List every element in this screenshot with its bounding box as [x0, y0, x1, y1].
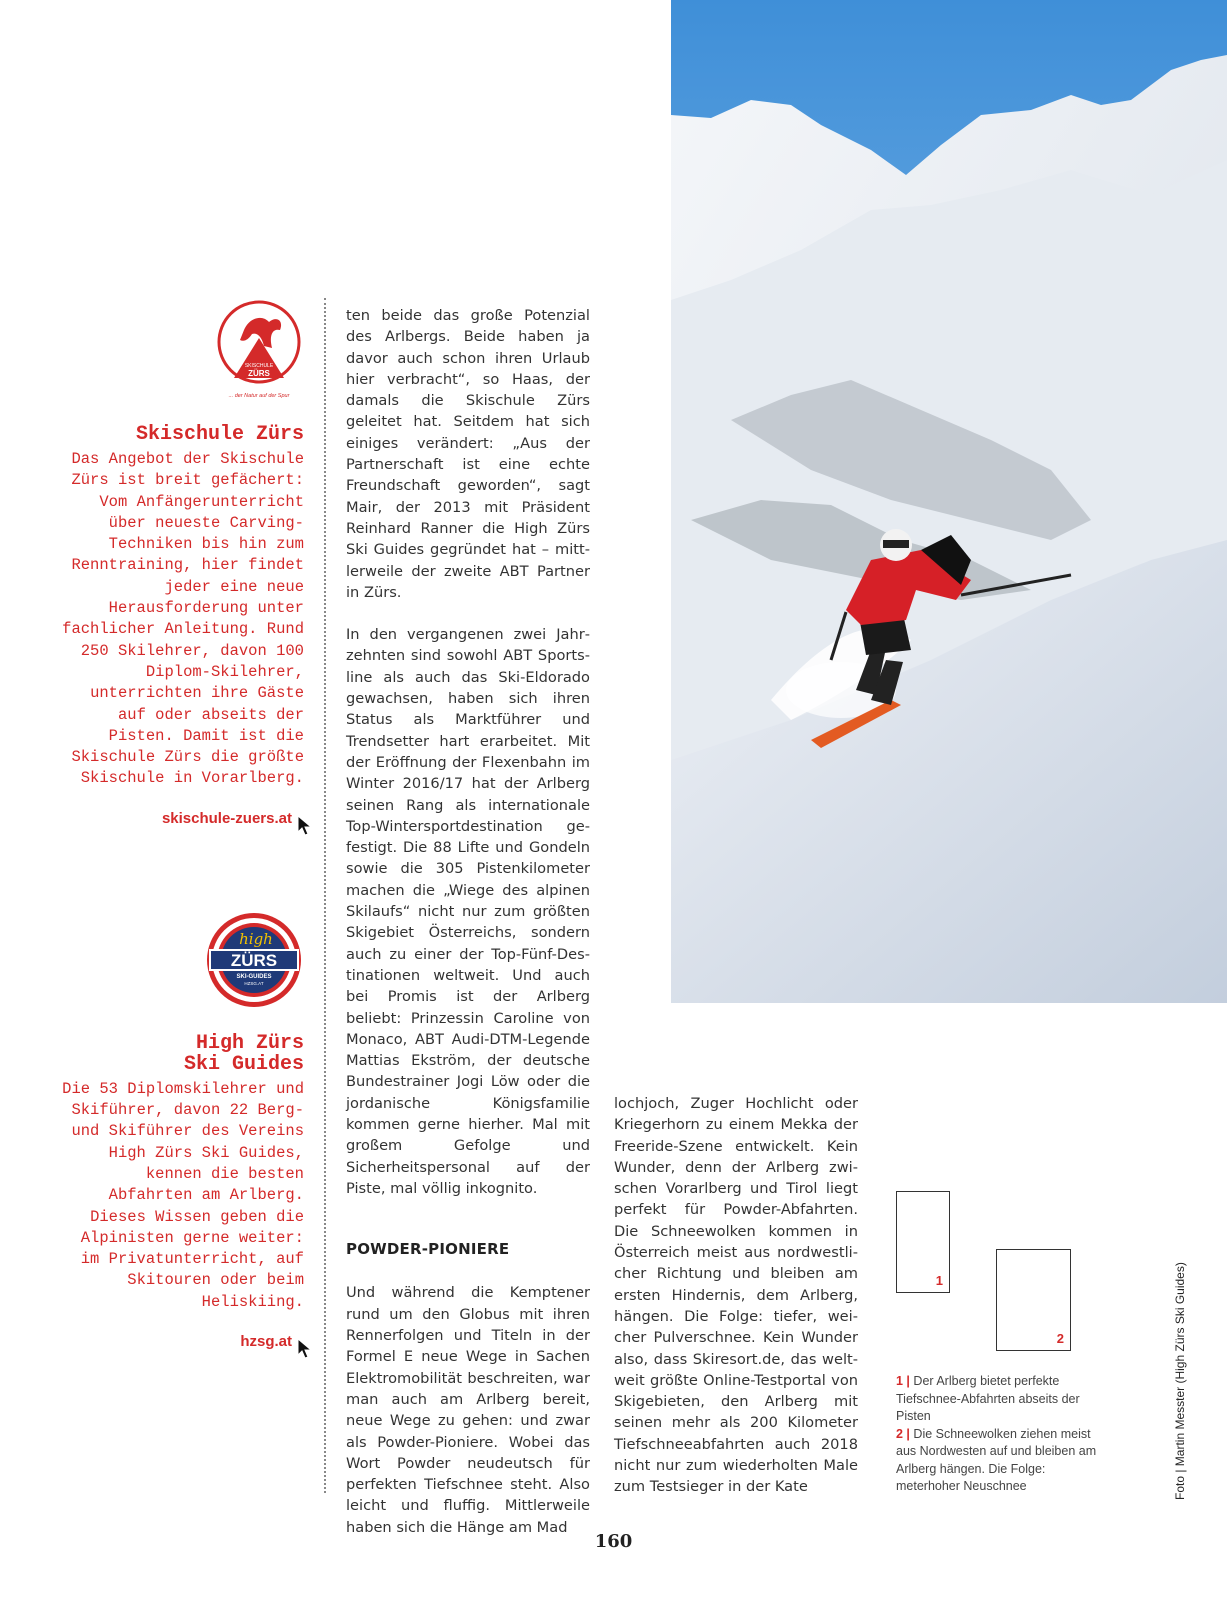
svg-text:SKISCHULE: SKISCHULE [244, 363, 274, 369]
hero-photo-skier [671, 0, 1227, 1003]
article-column-2 [614, 1093, 858, 1498]
high-zuers-title-line1: High Zürs [195, 1031, 304, 1055]
skischule-link[interactable]: skischule-zuers.at [161, 809, 292, 827]
caption-2-number: 2 | [896, 1426, 910, 1441]
svg-text:ZÜRS: ZÜRS [248, 369, 270, 378]
caption-1 [896, 1373, 1106, 1426]
figure-2-placeholder [996, 1249, 1071, 1351]
high-zuers-title-line2: Ski Guides [183, 1052, 304, 1076]
caption-2-text: Die Schneewolken ziehen meist aus Nordwesten auf und bleiben am Arlberg hängen. Die Folge: meterhoher Neuschnee [896, 1426, 1097, 1493]
page-number: 160 [594, 1531, 633, 1552]
article-paragraph: In den vergangenen zwei Jahrzehnten sind sowohl ABT Sportsline als auch das Ski-Eldorado gewachsen, haben sich ihren Status als Marktführer und Trendsetter hart erarbeitet. Mit der Eröffnung der Flexenbahn im Winter 2016/17 hat der Arlberg seinen Rang als internationale Top-Wintersportdestination gefestigt. Die 88 Lifte und Gondeln sowie die 305 Pistenkilometer machen die „Wiege des alpinen Skilaufs“ nicht nur zum größten Skigebiet Österreichs, sondern auch zu einer der Top-Fünf-Destinationen weltweit. Und auch bei Promis ist der Arlberg beliebt: Prinzessin Caroline von Monaco, ABT Audi-DTM-Legende Mattias Ekström, der deutsche Bundestrainer Jogi Löw oder die jordanische Königsfamilie kommen gerne hierher. Mal mit großem Gefolge und Sicherheitspersonal auf der Piste, mal völlig inkognito. [346, 626, 590, 1197]
figure-1-label: 1 [935, 1273, 943, 1288]
svg-text:high: high [239, 929, 273, 948]
caption-2 [896, 1426, 1106, 1496]
skischule-link-row [60, 790, 314, 838]
figure-2-label: 2 [1056, 1331, 1064, 1346]
caption-1-number: 1 | [896, 1374, 910, 1388]
svg-text:ZÜRS: ZÜRS [230, 950, 278, 970]
figure-1-placeholder [896, 1191, 950, 1293]
high-zuers-link-row [60, 1313, 314, 1361]
section-heading: POWDER-PIONIERE [346, 1240, 510, 1259]
svg-text:... der Natur auf der Spur: ... der Natur auf der Spur [228, 393, 290, 399]
high-zuers-logo [60, 910, 304, 1010]
high-zuers-link[interactable]: hzsg.at [240, 1333, 292, 1351]
cursor-arrow-icon [296, 1337, 314, 1361]
caption-1-text: Der Arlberg bietet perfekte Tiefschnee-Abfahrten abseits der Pisten [896, 1374, 1080, 1423]
sidebar-divider [324, 298, 326, 1493]
skischule-logo-mark [214, 300, 304, 410]
cursor-arrow-icon [296, 814, 314, 838]
article-paragraph: ten beide das große Potenzial des Arlbergs. Beide haben ja davor auch schon ihren Urlaub hier verbracht“, so Haas, der damals die Skischule Zürs geleitet hat. Seitdem hat sich einiges verändert: „Aus der Partnerschaft ist eine echte Freundschaft geworden“, sagt Mair, der 2013 mit Präsident Reinhard Ranner die High Zürs Ski Guides gegründet hat – mittlerweile der zweite ABT Partner in Zürs. [346, 307, 590, 601]
svg-text:HZSG.AT: HZSG.AT [244, 980, 264, 986]
figure-captions [896, 1373, 1106, 1496]
high-zuers-logo-mark [204, 910, 304, 1010]
sidebar [60, 300, 304, 1361]
skischule-title: Skischule Zürs [135, 423, 304, 446]
skier-illustration [671, 0, 1227, 1003]
high-zuers-title [60, 1033, 304, 1075]
article-paragraph: lochjoch, Zuger Hochlicht oder Kriegerhorn zu einem Mekka der Freeride-Szene entwickelt. Kein Wunder, denn der Arlberg zwischen Vorarlberg und Tirol liegt perfekt für Powder-Abfahrten. Die Schneewolken kommen in Österreich meist aus nordwestlicher Richtung und bleiben am ersten Hindernis, dem Arlberg, hängen. Die Folge: tiefer, weicher Pulverschnee. Kein Wunder also, dass Skiresort.de, das weltweit größte Online-Testportal von Skigebieten, den Arlberg mit seinen mehr als 200 Kilometer Tiefschneeabfahrten auch 2018 nicht nur zum wiederholten Male zum Testsieger in der Kate [614, 1095, 858, 1496]
skischule-logo [60, 300, 304, 410]
article-column-1 [346, 305, 590, 1538]
skischule-description: Das Angebot der Skischule Zürs ist breit gefächert: Vom Anfängerunterricht über neueste Carving-Techniken bis hin zum Renntraining, hier findet jeder eine neue Herausforderung unter fachlicher Anleitung. Rund 250 Skilehrer, davon 100 Diplom-Skilehrer, unterrichten ihre Gäste auf oder abseits der Pisten. Damit ist die Skischule Zürs die größte Skischule in Vorarlberg. [62, 450, 304, 788]
photo-credit: Foto | Martin Messter (High Zürs Ski Guides) [1173, 1262, 1187, 1500]
svg-text:SKI-GUIDES: SKI-GUIDES [236, 973, 272, 980]
high-zuers-description: Die 53 Diplomskilehrer und Skiführer, davon 22 Berg- und Skiführer des Vereins High Zürs Ski Guides, kennen die besten Abfahrten am Arlberg. Dieses Wissen geben die Alpinisten gerne weiter: im Privatunterricht, auf Skitouren oder beim Heliskiing. [62, 1079, 304, 1311]
article-paragraph: Und während die Kemptener rund um den Globus mit ihren Rennerfolgen und Titeln in der Formel E neue Wege in Sachen Elektromobilität beschreiten, war man auch am Arlberg bereit, neue Wege zu gehen: und zwar als Powder-Pioniere. Wobei das Wort Powder neudeutsch für perfekten Tiefschnee steht. Also leicht und fluffig. Mittlerweile haben sich die Hänge am Mad [346, 1284, 590, 1536]
